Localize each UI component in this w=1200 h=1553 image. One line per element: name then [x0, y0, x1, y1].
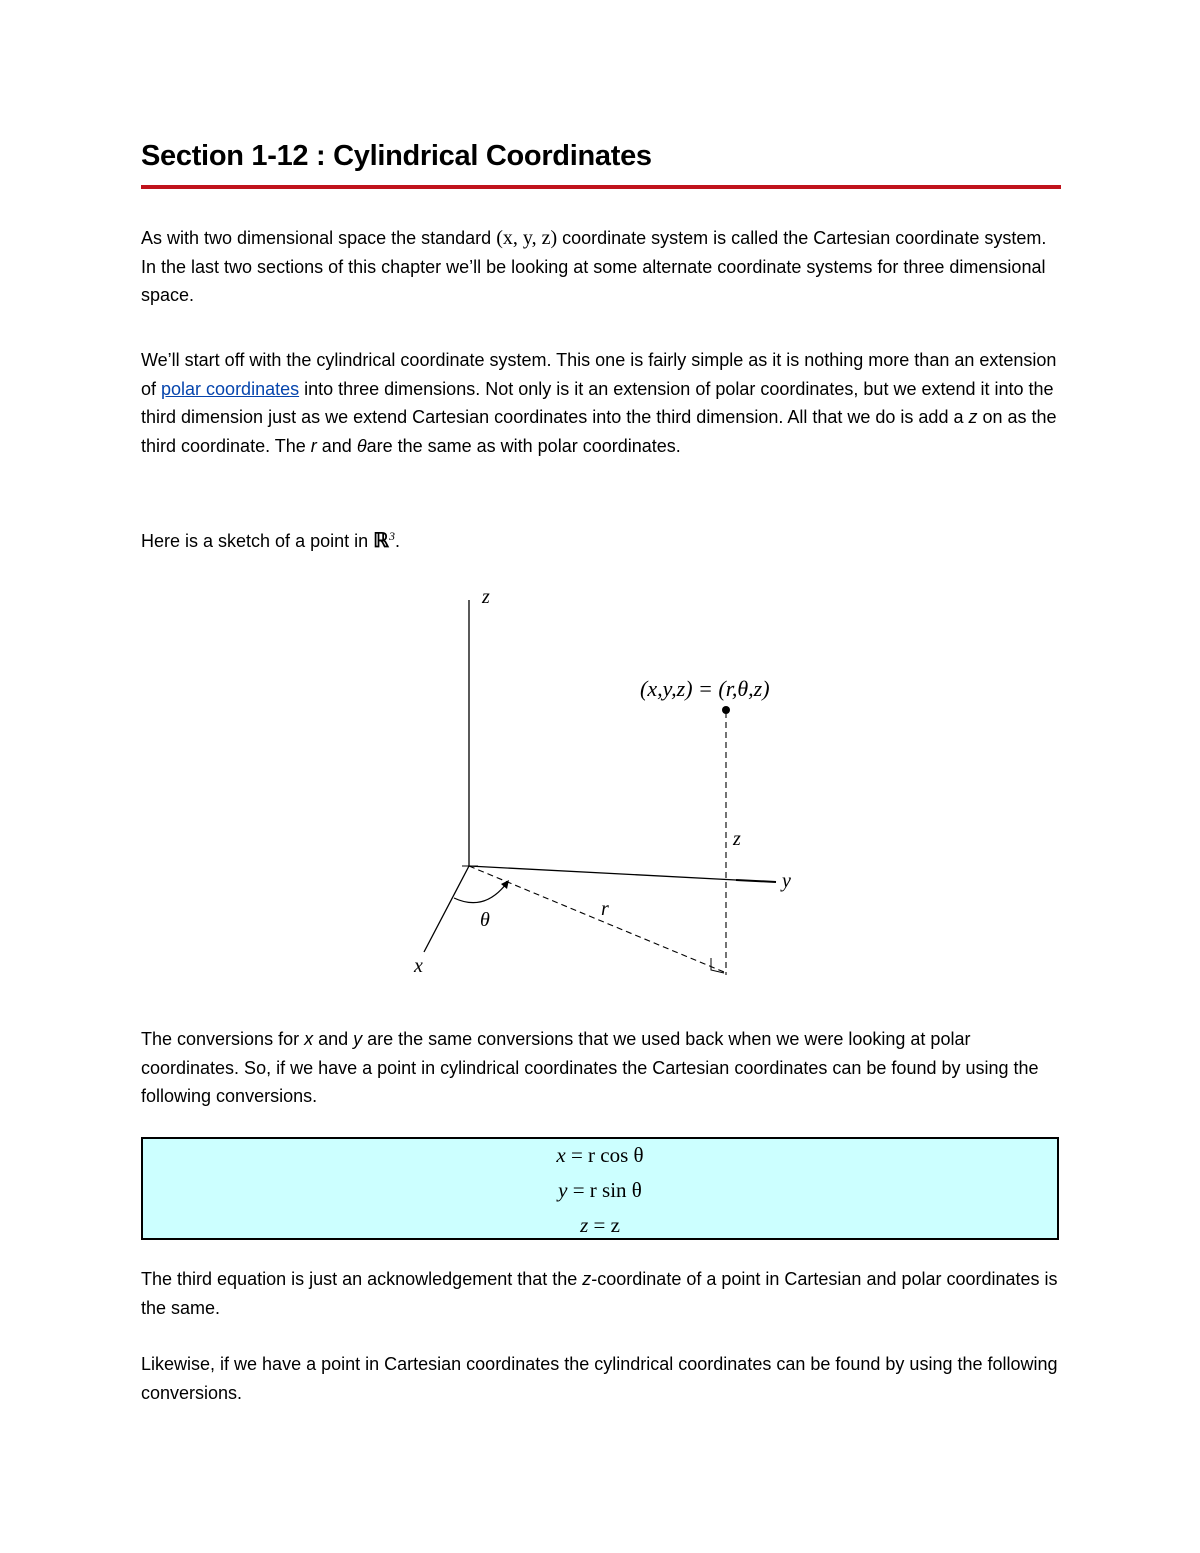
eq-rhs: = r cos θ [570, 1143, 644, 1167]
text: are the same conversions that we used back when we were looking at polar coordinates. So, if we have a point in cylindrical coordinates the Cartesian coordinates can be found by using the following conversions. [141, 1029, 1039, 1106]
math-y: y [353, 1029, 363, 1049]
math-r: r [310, 435, 317, 456]
point-label: (x,y,z) = (r,θ,z) [640, 676, 770, 701]
z-axis-label: z [482, 586, 490, 608]
x-axis-line [424, 866, 469, 952]
math-theta: θ [356, 435, 367, 456]
equation-y [143, 1178, 1057, 1203]
text: As with two dimensional space the standard [141, 228, 497, 248]
y-axis-line [469, 866, 736, 880]
radius-label: r [601, 898, 609, 920]
text: The conversions for [141, 1029, 305, 1049]
text: into three dimensions. Not only is it an extension of polar coordinates, but we extend it into the third dimension just as we extend Cartesian coordinates into the third dimension. All that we do is add a [141, 378, 1054, 427]
text: coordinate system is called the Cartesian coordinate system. In the last two sections of this chapter we’ll be looking at some alternate coordinate systems for three dimensional space. [141, 228, 1047, 305]
text: and [313, 1029, 354, 1049]
eq-rhs: = z [593, 1213, 620, 1237]
math-xyz: (x, y, z) [496, 227, 558, 249]
text: on as the third coordinate. The [141, 407, 1057, 456]
paragraph-likewise: Likewise, if we have a point in Cartesian coordinates the cylindrical coordinates can be found by using the following conversions. [141, 1354, 1058, 1403]
height-label: z [733, 828, 741, 850]
paragraph-sketch-intro [141, 522, 1066, 556]
title-underline [141, 185, 1061, 189]
point-marker [722, 706, 730, 714]
x-axis-label: x [414, 955, 423, 977]
y-axis-label: y [782, 870, 791, 892]
eq-lhs: z [580, 1213, 589, 1237]
text: The third equation is just an acknowledgement that the [141, 1269, 583, 1289]
y-axis-extension [736, 880, 776, 882]
eq-rhs: = r sin θ [572, 1178, 642, 1202]
section-title: Section 1-12 : Cylindrical Coordinates [141, 140, 652, 172]
equation-x [143, 1143, 1057, 1168]
paragraph-third-equation [141, 1265, 1066, 1322]
math-exponent: 3 [388, 529, 395, 543]
text: are the same as with polar coordinates. [366, 435, 681, 456]
text: -coordinate of a point in Cartesian and polar coordinates is the same. [141, 1269, 1058, 1318]
math-real-space: ℝ [373, 530, 389, 552]
conversion-formula-box [141, 1137, 1059, 1240]
theta-arc [454, 884, 506, 903]
math-x: x [304, 1029, 314, 1049]
text: We’ll start off with the cylindrical coordinate system. This one is fairly simple as it is nothing more than an extension of [141, 350, 1057, 399]
theta-label: θ [480, 909, 490, 931]
polar-coordinates-link[interactable]: polar coordinates [161, 378, 300, 399]
text: Here is a sketch of a point in [141, 531, 374, 551]
eq-lhs: y [558, 1178, 568, 1202]
text: . [394, 531, 400, 551]
paragraph-conversions [141, 1025, 1066, 1111]
eq-lhs: x [556, 1143, 566, 1167]
paragraph-intro [141, 224, 1066, 310]
paragraph-cylindrical [141, 346, 1066, 460]
equation-z [143, 1213, 1057, 1238]
text: and [316, 435, 357, 456]
math-z: z [968, 407, 978, 427]
math-z: z [582, 1269, 592, 1289]
cylindrical-coordinates-figure [400, 580, 820, 990]
